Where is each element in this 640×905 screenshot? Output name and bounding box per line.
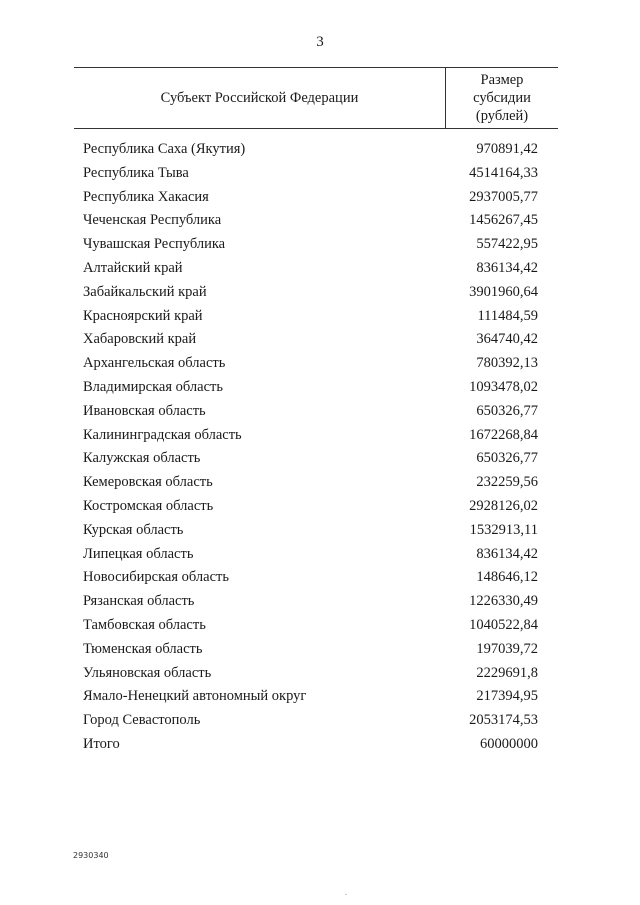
header-amount-line-2: субсидии — [473, 90, 531, 106]
table-row — [0, 257, 640, 281]
region-name: Калужская область — [83, 450, 201, 467]
region-name: Чувашская Республика — [83, 236, 226, 253]
subsidy-amount: 1040522,84 — [469, 616, 538, 633]
header-amount-column — [446, 71, 558, 125]
subsidy-amount: 650326,77 — [476, 402, 538, 419]
subsidy-amount: 836134,42 — [476, 259, 538, 276]
total-row — [0, 733, 640, 757]
subsidy-amount: 197039,72 — [476, 640, 538, 657]
region-name: Хабаровский край — [83, 331, 197, 348]
region-name: Город Севастополь — [83, 712, 201, 729]
subsidy-amount: 2937005,77 — [469, 188, 538, 205]
region-name: Забайкальский край — [83, 283, 207, 300]
region-name: Алтайский край — [83, 259, 183, 276]
document-code: 2930340 — [73, 851, 109, 860]
subsidy-amount: 232259,56 — [476, 474, 538, 491]
table-row — [0, 590, 640, 614]
subsidy-amount: 970891,42 — [476, 141, 538, 157]
table-row — [0, 209, 640, 233]
table-row — [0, 352, 640, 376]
region-name: Новосибирская область — [83, 569, 229, 586]
stray-mark: . — [345, 888, 347, 897]
table-row — [0, 709, 640, 733]
region-name: Тамбовская область — [83, 616, 206, 633]
table-row — [0, 471, 640, 495]
table-row — [0, 566, 640, 590]
subsidy-amount: 60000000 — [480, 735, 538, 752]
subsidy-amount: 836134,42 — [476, 545, 538, 562]
table-row — [0, 400, 640, 424]
page-number: 3 — [316, 34, 324, 50]
region-name: Красноярский край — [83, 307, 203, 324]
region-name: Курская область — [83, 521, 184, 538]
region-name: Республика Хакасия — [83, 188, 209, 205]
region-name: Рязанская область — [83, 593, 195, 610]
region-name: Ямало-Ненецкий автономный округ — [83, 688, 307, 705]
region-name: Кемеровская область — [83, 474, 213, 491]
table-row — [0, 305, 640, 329]
table-row — [0, 376, 640, 400]
region-name: Ульяновская область — [83, 664, 212, 681]
subsidy-amount: 2053174,53 — [469, 712, 538, 729]
table-row — [0, 138, 640, 162]
region-name: Ивановская область — [83, 402, 206, 419]
table-row — [0, 662, 640, 686]
header-amount-line-1: Размер — [480, 72, 524, 88]
subsidy-amount: 217394,95 — [476, 688, 538, 705]
table-row — [0, 233, 640, 257]
region-name: Костромская область — [83, 497, 214, 514]
subsidy-amount: 1093478,02 — [469, 378, 538, 395]
table-row — [0, 186, 640, 210]
subsidy-table-body — [0, 138, 640, 757]
table-row — [0, 281, 640, 305]
subsidy-amount: 1672268,84 — [469, 426, 538, 443]
subsidy-amount: 2928126,02 — [469, 497, 538, 514]
table-row — [0, 447, 640, 471]
header-subject-column: Субъект Российской Федерации — [160, 90, 359, 106]
subsidy-amount: 4514164,33 — [469, 164, 538, 181]
table-row — [0, 495, 640, 519]
region-name: Республика Тыва — [83, 164, 189, 181]
subsidy-amount: 364740,42 — [476, 331, 538, 348]
region-name: Калининградская область — [83, 426, 242, 443]
table-row — [0, 543, 640, 567]
subsidy-amount: 3901960,64 — [469, 283, 538, 300]
subsidy-amount: 557422,95 — [476, 236, 538, 253]
region-name: Республика Саха (Якутия) — [83, 141, 246, 157]
subsidy-amount: 780392,13 — [476, 355, 538, 372]
table-row — [0, 638, 640, 662]
table-row — [0, 162, 640, 186]
subsidy-amount: 2229691,8 — [476, 664, 538, 681]
subsidy-amount: 1226330,49 — [469, 593, 538, 610]
subsidy-amount: 1532913,11 — [469, 521, 538, 538]
table-row — [0, 614, 640, 638]
header-amount-line-3: (рублей) — [475, 108, 529, 124]
subsidy-amount: 148646,12 — [476, 569, 538, 586]
region-name: Липецкая область — [83, 545, 194, 562]
region-name: Архангельская область — [83, 355, 226, 372]
region-name: Итого — [83, 735, 120, 752]
subsidy-amount: 111484,59 — [477, 307, 538, 324]
subsidy-amount: 1456267,45 — [469, 212, 538, 229]
table-row — [0, 519, 640, 543]
subsidy-amount: 650326,77 — [476, 450, 538, 467]
table-row — [0, 424, 640, 448]
region-name: Тюменская область — [83, 640, 203, 657]
table-row — [0, 685, 640, 709]
table-row — [0, 328, 640, 352]
region-name: Владимирская область — [83, 378, 223, 395]
table-header — [74, 67, 558, 129]
region-name: Чеченская Республика — [83, 212, 222, 229]
